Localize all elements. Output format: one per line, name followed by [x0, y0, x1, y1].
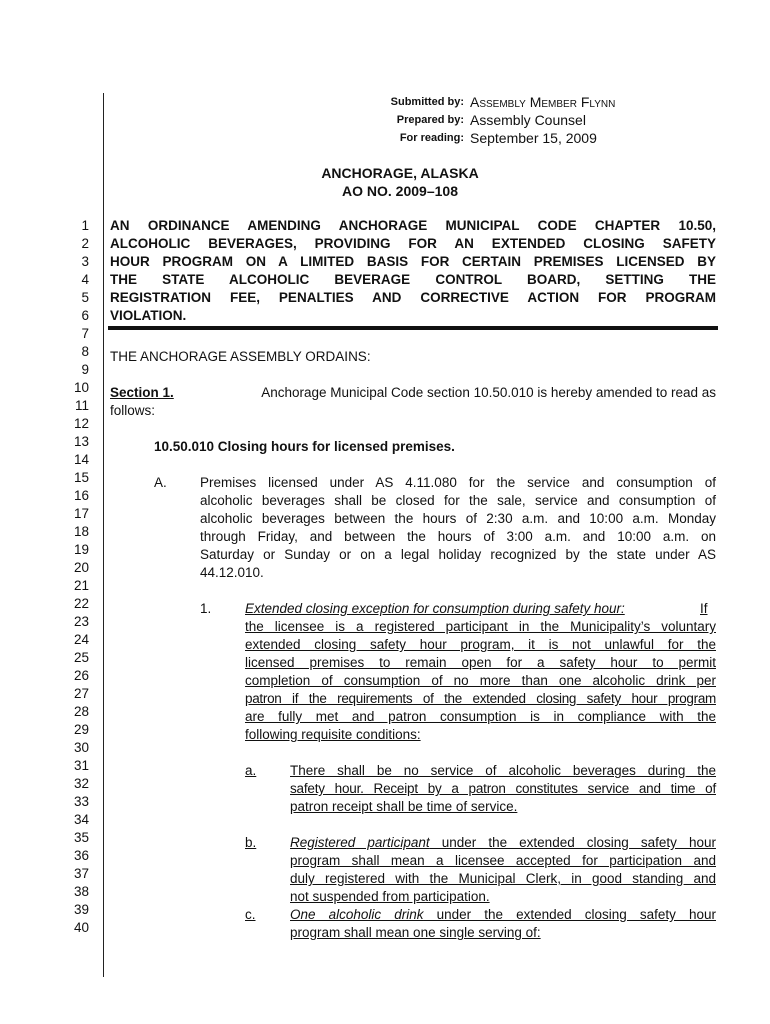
- para-1-line: extended closing safety hour program, it is not unlawful for the: [245, 637, 716, 652]
- para-1-heading: Extended closing exception for consumption during safety hour:: [245, 601, 625, 616]
- para-a2-line: patron receipt shall be time of service.: [290, 799, 518, 814]
- para-c-line-1: [290, 906, 716, 924]
- ordinance-title-line: ALCOHOLIC BEVERAGES, PROVIDING FOR AN EXTENDED CLOSING SAFETY: [110, 236, 716, 251]
- line-number: 38: [73, 884, 89, 899]
- line-number: 7: [81, 326, 89, 341]
- ordinance-title-line: VIOLATION.: [110, 308, 187, 323]
- for-reading-value: September 15, 2009: [470, 130, 597, 146]
- prepared-by-value: Assembly Counsel: [470, 112, 586, 128]
- line-number: 14: [73, 452, 89, 467]
- para-c-line: program shall mean one single serving of:: [290, 925, 541, 940]
- line-number: 28: [73, 704, 89, 719]
- line-number: 29: [73, 722, 89, 737]
- line-number: 22: [73, 596, 89, 611]
- line-number: 5: [81, 290, 89, 305]
- line-number: 3: [81, 254, 89, 269]
- para-1-line: licensed premises to remain open for a safety hour to permit: [245, 655, 716, 670]
- line-number: 6: [81, 308, 89, 323]
- ordains-statement: THE ANCHORAGE ASSEMBLY ORDAINS:: [110, 349, 371, 364]
- line-number: 24: [73, 632, 89, 647]
- para-c-term: One alcoholic drink: [290, 907, 424, 922]
- line-number: 10: [73, 380, 89, 395]
- para-a-line: Saturday or Sunday or on a legal holiday recognized by the state under AS: [200, 547, 716, 562]
- code-heading: 10.50.010 Closing hours for licensed premises.: [154, 439, 455, 454]
- line-number: 12: [73, 416, 89, 431]
- ordinance-title-line: HOUR PROGRAM ON A LIMITED BASIS FOR CERTAIN PREMISES LICENSED BY: [110, 254, 716, 269]
- para-a-label: A.: [154, 475, 167, 490]
- line-number: 36: [73, 848, 89, 863]
- para-b-line: duly registered with the Municipal Clerk, in good standing and: [290, 871, 716, 886]
- line-number: 27: [73, 686, 89, 701]
- line-number: 1: [81, 218, 89, 233]
- para-b-line-1-rest: under the extended closing safety hour: [429, 835, 716, 850]
- line-number: 11: [74, 398, 89, 413]
- line-number: 18: [73, 524, 89, 539]
- line-number: 13: [73, 434, 89, 449]
- para-a-line: alcoholic beverages between the hours of 2:30 a.m. and 10:00 a.m. Monday: [200, 511, 716, 526]
- submitted-by-label: Submitted by:: [390, 96, 464, 108]
- city-title: ANCHORAGE, ALASKA: [321, 165, 479, 181]
- para-a2-line: safety hour. Receipt by a patron constitutes service and time of: [290, 781, 716, 796]
- ordinance-number: AO NO. 2009–108: [342, 183, 458, 199]
- line-number: 15: [73, 470, 89, 485]
- line-number: 35: [73, 830, 89, 845]
- ordinance-title-line: AN ORDINANCE AMENDING ANCHORAGE MUNICIPAL CODE CHAPTER 10.50,: [110, 218, 716, 233]
- para-b-line: not suspended from participation.: [290, 889, 490, 904]
- line-number: 31: [73, 758, 89, 773]
- para-1-line: patron if the requirements of the extended closing safety hour program: [245, 691, 716, 706]
- para-a-line: 44.12.010.: [200, 565, 264, 580]
- line-number: 23: [73, 614, 89, 629]
- para-1-if: If: [700, 601, 708, 616]
- line-number: 17: [73, 506, 89, 521]
- line-number: 33: [73, 794, 89, 809]
- margin-rule: [103, 93, 104, 977]
- para-a-line: through Friday, and between the hours of 3:00 a.m. and 10:00 a.m. on: [200, 529, 716, 544]
- line-number: 20: [73, 560, 89, 575]
- line-number: 32: [73, 776, 89, 791]
- ordinance-title-line: REGISTRATION FEE, PENALTIES AND CORRECTIVE ACTION FOR PROGRAM: [110, 290, 716, 305]
- para-1-line: following requisite conditions:: [245, 727, 421, 742]
- line-number: 34: [73, 812, 89, 827]
- para-b-label: b.: [245, 835, 257, 850]
- para-c-label: c.: [245, 907, 256, 922]
- title-divider: [108, 326, 718, 330]
- para-1-line: are fully met and patron consumption is in compliance with the: [245, 709, 716, 724]
- for-reading-label: For reading:: [399, 132, 464, 144]
- para-1-label: 1.: [200, 601, 212, 616]
- line-number: 30: [73, 740, 89, 755]
- line-number: 40: [73, 920, 89, 935]
- para-1-line: the licensee is a registered participant in the Municipality’s voluntary: [245, 619, 716, 634]
- line-number: 39: [73, 902, 89, 917]
- ordinance-title-line: THE STATE ALCOHOLIC BEVERAGE CONTROL BOARD, SETTING THE: [110, 272, 716, 287]
- line-number: 2: [81, 236, 89, 251]
- line-number: 19: [73, 542, 89, 557]
- line-number: 26: [73, 668, 89, 683]
- section-1-text: Anchorage Municipal Code section 10.50.010 is hereby amended to read as: [261, 385, 716, 400]
- line-number: 9: [81, 362, 89, 377]
- line-number: 37: [73, 866, 89, 881]
- para-b-term: Registered participant: [290, 835, 430, 850]
- line-number: 16: [73, 488, 89, 503]
- section-1-text-cont: follows:: [110, 403, 156, 418]
- para-b-line-1: [290, 834, 716, 852]
- para-1-line: completion of consumption of no more than one alcoholic drink per: [245, 673, 716, 688]
- para-c-line-1-rest: under the extended closing safety hour: [423, 907, 716, 922]
- para-a-line: alcoholic beverages shall be closed for the sale, service and consumption of: [200, 493, 716, 508]
- line-number: 8: [81, 344, 89, 359]
- submitted-by-value: Assembly Member Flynn: [470, 94, 616, 110]
- line-number: 21: [73, 578, 89, 593]
- para-b-line: program shall mean a licensee accepted for participation and: [290, 853, 716, 868]
- para-a-line: Premises licensed under AS 4.11.080 for the service and consumption of: [200, 475, 716, 490]
- line-number: 4: [81, 272, 89, 287]
- prepared-by-label: Prepared by:: [396, 114, 464, 126]
- para-a2-label: a.: [245, 763, 257, 778]
- para-a2-line: There shall be no service of alcoholic beverages during the: [290, 763, 716, 778]
- section-1-label: Section 1.: [110, 385, 174, 400]
- line-number: 25: [73, 650, 89, 665]
